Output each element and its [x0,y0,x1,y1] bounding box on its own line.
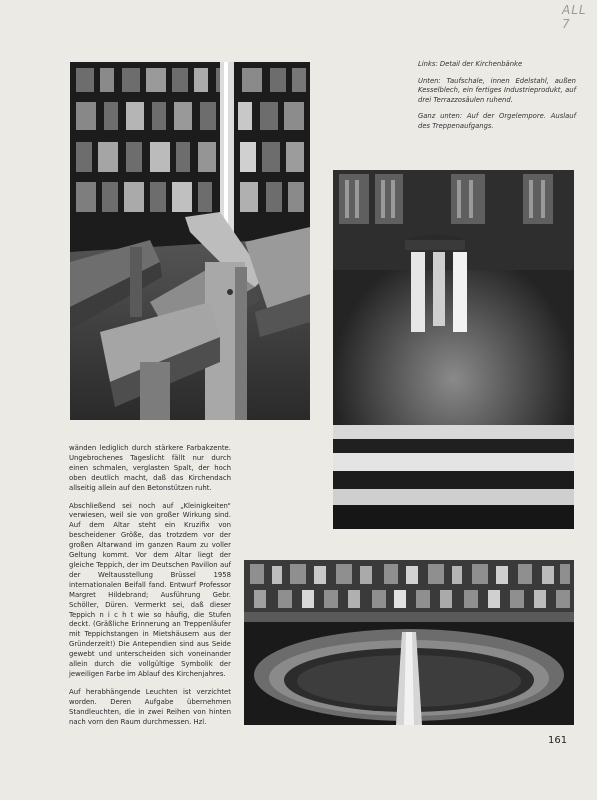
paragraph-1: wänden lediglich durch stärkere Farbakzente. Ungebrochenes Tageslicht fällt nur durch einen schmalen, verglasten Spalt, der hoch oben deutlich macht, daß das Kirchendach allseitig allein auf den Betonstützen ruht. [69,444,231,492]
pencil-annotation: ALL 7 [562,3,587,31]
photo-baptismal-font [333,170,574,529]
page-number: 161 [548,735,568,746]
paragraph-3: Auf herabhängende Leuchten ist verzichtet worden. Deren Aufgabe übernehmen Standleuchten, die in zwei Reihen von hinten nach vorn den Raum durchmessen. Hzl. [69,687,231,726]
font-image [333,170,574,529]
photo-pews [70,62,310,420]
paragraph-2: Abschließend sei noch auf „Kleinigkeiten“ verwiesen, weil sie von großer Wirkung sind. Auf dem Altar steht ein Kruzifix von bescheidener Größe, das trotzdem vor der großen Altarwand im ganzen Raum zu voller Geltung kommt. Vor dem Altar liegt der gleiche Teppich, der im Deutschen Pavillon auf der Weltausstellung Brüssel 1958 internationalen Beifall fand. Entwurf Professor Margret Hildebrand; Ausführung Gebr. Schöller, Düren. Vermerkt sei, daß dieser Teppich n i c h t wie so häufig, die Stufen deckt. (Gräßliche Erinnerung an Treppenläufer mit Teppichstangen in Mietshäusern aus der Gründerzeit!) Die Antependien sind aus Seide gewebt und unterscheiden sich voneinander allein durch die vollgültige Symbolik der jeweiligen Farbe im Ablauf des Kirchenjahres. [69,501,231,678]
caption-block [418,60,576,138]
photo-organ-gallery [244,560,574,725]
pews-image [70,62,310,420]
caption-left: Links: Detail der Kirchenbänke [418,60,523,68]
article-body [69,444,231,735]
gallery-image [244,560,574,725]
caption-below: Unten: Taufschale, innen Edelstahl, außen Kesselblech, ein fertiges Industrieprodukt, auf drei Terrazzosäulen ruhend. [418,76,576,104]
caption-bottom: Ganz unten: Auf der Orgelempore. Auslauf des Treppenaufgangs. [418,112,576,130]
